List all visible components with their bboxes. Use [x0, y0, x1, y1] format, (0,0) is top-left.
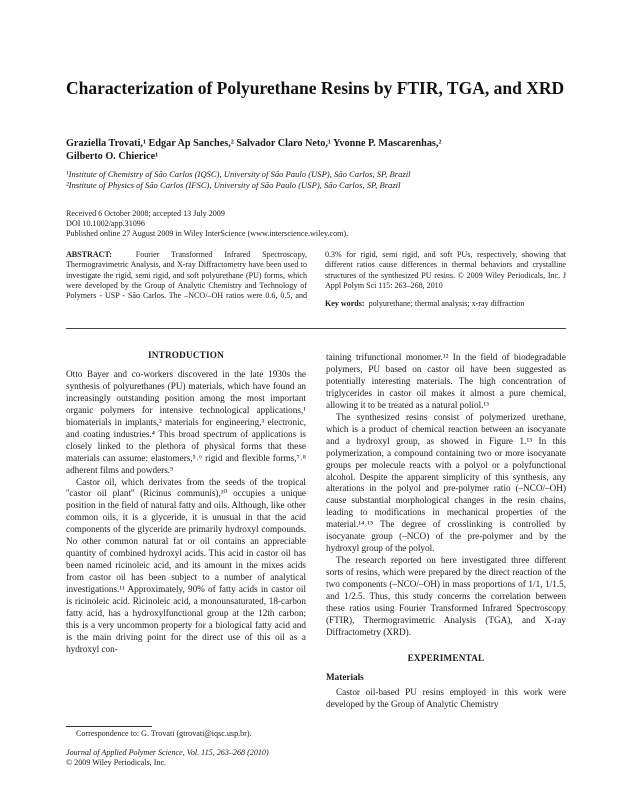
left-column: [66, 350, 306, 656]
right-column: [326, 352, 566, 711]
doi: DOI 10.1002/app.31096: [66, 219, 145, 229]
received-date: Received 6 October 2008; accepted 13 July 2009: [66, 209, 225, 218]
intro-paragraph-1: Otto Bayer and co-workers discovered in the late 1930s the synthesis of polyurethanes (PU) materials, which have found an increasingly outstanding position among the most important organic polymers for intensive technological applications,¹ biomaterials in implants,² materials for engineering,³ electronic, and coating industries.⁴ This broad spectrum of applications is closely linked to the plethora of physical forms that these materials can assume: elastomers,⁵˒⁶ rigid and flexible forms,⁷˒⁸ adherent films and powders.⁹: [66, 368, 306, 475]
experimental-heading: EXPERIMENTAL: [407, 652, 485, 663]
authors-line-1: Graziella Trovati,¹ Edgar Ap Sanches,² Salvador Claro Neto,¹ Yvonne P. Mascarenhas,²: [66, 138, 442, 149]
copyright: © 2009 Wiley Periodicals, Inc.: [66, 758, 167, 767]
intro-paragraph-2: Castor oil, which derivates from the seeds of the tropical ''castor oil plant'' (Ricinus communis),¹⁰ occupies a unique position in the field of natural fatty and oils. Although, like other common oils, it is a glyceride, it is unusual in that the acid components of the glyceride are primarily hydroxyl compounds. No other common natural fat or oil contains an appreciable quantity of combined hydroxyl acids. This acid in castor oil has been named ricinoleic acid, and its amount in the mixes acids from castor oil has been subject to a number of analytical investigations.¹¹ Approximately, 90% of fatty acids in castor oil is ricinoleic acid. Ricinoleic acid, a monounsaturated, 18-carbon fatty acid, has a hydroxylfunctional group at the 12th carbon; this is a very uncommon property for a biological fatty acid and is the main driving point for the direct use of this oil as a hydroxyl con-: [66, 476, 306, 654]
materials-subheading: Materials: [326, 671, 364, 682]
journal-name: Journal of Applied Polymer Science, Vol. 115, 263–268 (2010): [66, 748, 269, 757]
keywords-text: polyurethane; thermal analysis; x-ray diffraction: [368, 299, 525, 309]
introduction-heading: INTRODUCTION: [148, 350, 224, 360]
section-divider: [66, 328, 566, 329]
authors-line-2: Gilberto O. Chierice¹: [66, 150, 159, 162]
footnote-divider: [66, 726, 152, 727]
intro-paragraph-3: taining trifunctional monomer.¹² In the field of biodegradable polymers, PU based on castor oil have been suggested as potentially interesting materials. The high concentration of triglycerides in castor oil makes it almost a pure chemical, allowing it to be treated as a natural poliol.¹³: [326, 352, 566, 410]
keywords: [325, 299, 566, 309]
abstract-label: ABSTRACT:: [66, 250, 112, 259]
published-date: Published online 27 August 2009 in Wiley InterScience (www.interscience.wiley.com).: [66, 229, 349, 239]
abstract-text: Fourier Transformed Infrared Spectroscopy, Thermogravimetric Analysis, and X-ray Diffractometry have been used to investigate the rigid, semi rigid, and soft polyurethane (PU) forms, which were developed by the Group of Analytic Chemistry and Technology of Polymers - USP - São Carlos. The –NCO/–OH ratios were 0.6, 0.5, and 0.3% for rigid, semi rigid, and soft PUs, respectively, showing that different ratios cause differences in thermal behaviors and crystalline structures of the synthesized PU resins. © 2009 Wiley Periodicals, Inc. J Appl Polym Sci 115: 263–268, 2010: [66, 250, 566, 301]
keywords-label: Key words:: [325, 299, 365, 309]
publication-info: [66, 209, 566, 240]
affiliation-1: ¹Institute of Chemistry of São Carlos (IQSC), University of São Paulo (USP), São Carlos, SP, Brazil: [66, 169, 411, 179]
affiliation-2: ²Institute of Physics of São Carlos (IFSC), University of São Paulo (USP), São Carlos, SP, Brazil: [66, 179, 401, 190]
intro-paragraph-4: The synthesized resins consist of polymerized urethane, which is a product of chemical reaction between an isocyanate and a hydroxyl group, as showed in Figure 1.¹³ In this polymerization, a compound containing two or more isocyanate groups per molecule reacts with a polyol or a polyfunctional alcohol. Despite the apparent simplicity of this synthesis, any alterations in the polyol and pre-polymer ratio (–NCO/–OH) cause substantial morphological changes in the resin chains, leading to modifications in mechanical properties of the material.¹⁴˒¹⁵ The degree of crosslinking is controlled by isocyanate group (–NCO) of the pre-polymer and by the hydroxyl group of the polyol.: [326, 411, 566, 554]
journal-citation: [66, 748, 316, 768]
materials-paragraph: Castor oil-based PU resins employed in this work were developed by the Group of Analytic Chemistry: [326, 686, 566, 709]
intro-paragraph-5: The research reported on here investigated three different sorts of resins, which were prepared by the direct reaction of the two components (–NCO/–OH) in mass proportions of 1/1, 1/1.5, and 1/2.5. Thus, this study concerns the correlation between these ratios using Fourier Transformed Infrared Spectroscopy (FTIR), Thermogravimetric Analysis (TGA), and X-ray Diffractometry (XRD).: [326, 555, 566, 637]
affiliations: [66, 169, 566, 190]
correspondence-note: Correspondence to: G. Trovati (gtrovati@iqsc.usp.br).: [76, 729, 252, 738]
article-title: Characterization of Polyurethane Resins by FTIR, TGA, and XRD: [66, 78, 565, 98]
author-list: [66, 138, 566, 163]
abstract: [66, 250, 566, 309]
